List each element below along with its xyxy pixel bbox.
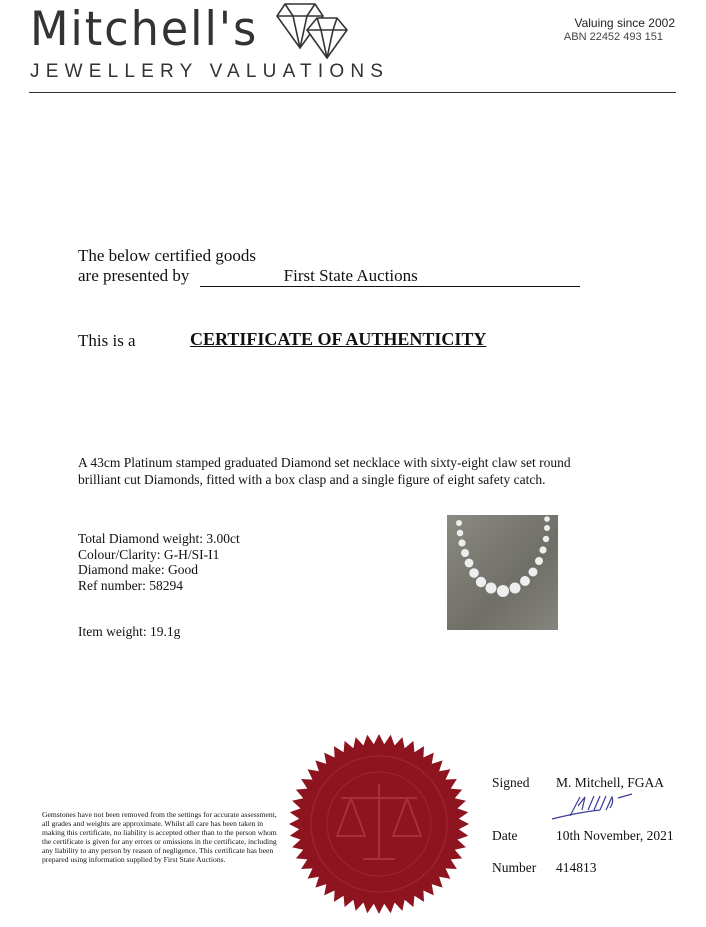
abn: ABN 22452 493 151 xyxy=(563,31,663,43)
spec-diamond-make: Diamond make: Good xyxy=(78,562,198,577)
presented-by-label: are presented by xyxy=(78,266,190,285)
item-weight: Item weight: 19.1g xyxy=(78,624,181,639)
certificate-prefix: This is a xyxy=(78,331,136,350)
diamond-logo-icon xyxy=(275,2,355,62)
number-label: Number xyxy=(492,860,537,875)
spec-ref-number: Ref number: 58294 xyxy=(78,577,183,593)
signed-label: Signed xyxy=(492,775,530,790)
item-specs xyxy=(78,531,240,593)
tagline: Valuing since 2002 xyxy=(574,16,675,30)
intro-line1: The below certified goods xyxy=(78,246,256,265)
certificate-title: CERTIFICATE OF AUTHENTICITY xyxy=(190,329,487,349)
necklace-icon xyxy=(447,515,558,630)
signed-value: M. Mitchell, FGAA xyxy=(556,775,664,790)
necklace-photo xyxy=(447,515,558,630)
date-label: Date xyxy=(492,828,518,843)
presenter-name: First State Auctions xyxy=(200,266,580,287)
brand-name: Mitchell's xyxy=(30,2,259,57)
spec-colour-clarity: Colour/Clarity: G-H/SI-I1 xyxy=(78,546,220,562)
date-value: 10th November, 2021 xyxy=(556,828,674,843)
wax-seal xyxy=(288,733,470,915)
spec-total-weight: Total Diamond weight: 3.00ct xyxy=(78,531,240,546)
header-divider xyxy=(29,92,676,93)
number-value: 414813 xyxy=(556,860,597,875)
signature xyxy=(550,792,645,822)
disclaimer: Gemstones have not been removed from the settings for accurate assessment, all grades and weights are approximate. Whilst all care has been taken in making this certificate, no liability is accepted other than to the person whom the certificate is given for any errors or omissions in the certificate, including any liability to any person by reason of negligence. This certificate has been prepared using information supplied by First State Auctions. xyxy=(42,810,277,864)
item-description: A 43cm Platinum stamped graduated Diamond set necklace with sixty-eight claw set round brilliant cut Diamonds, fitted with a box clasp and a single figure of eight safety catch. xyxy=(78,455,571,487)
intro-line2 xyxy=(78,266,580,287)
brand-subtitle: JEWELLERY VALUATIONS xyxy=(30,61,390,82)
